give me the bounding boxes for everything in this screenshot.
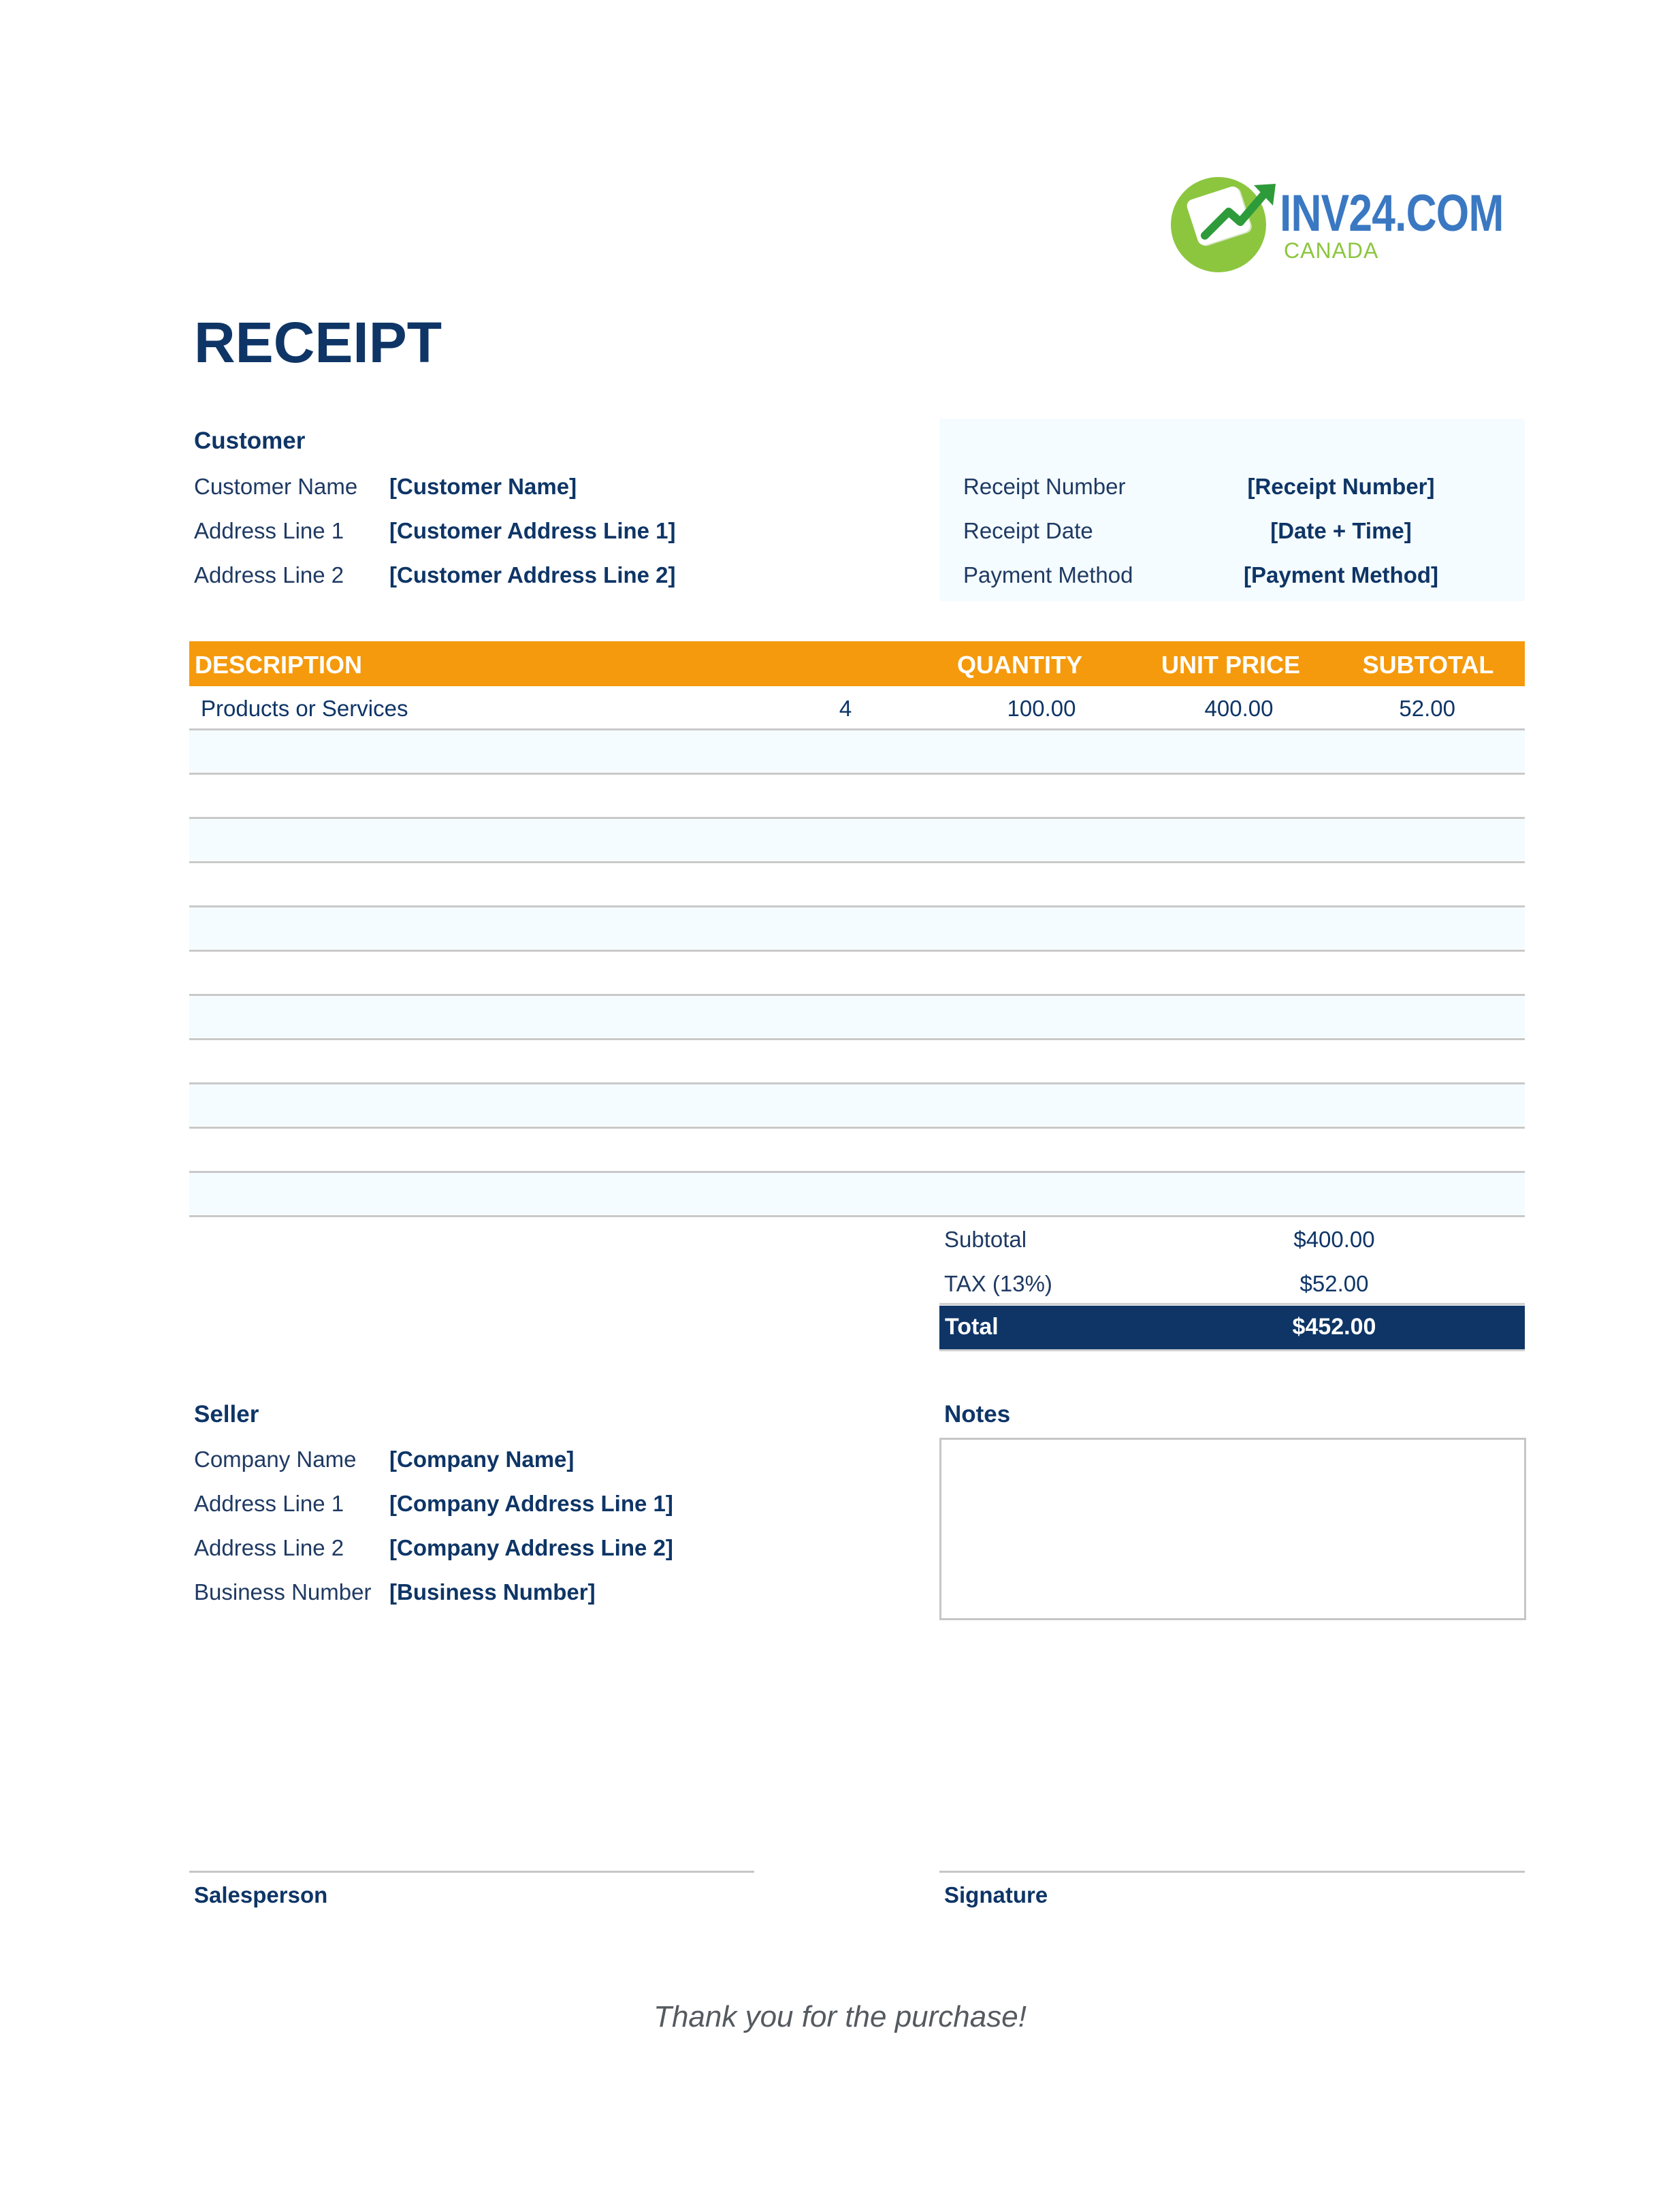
total-label: Total xyxy=(945,1314,999,1340)
signature-label: Signature xyxy=(944,1882,1048,1907)
company-name-label: Company Name xyxy=(194,1447,357,1472)
item-description: Products or Services xyxy=(201,696,408,721)
payment-method-label: Payment Method xyxy=(963,562,1133,587)
table-divider xyxy=(189,773,1525,775)
customer-name-value: [Customer Name] xyxy=(389,474,577,499)
totals-divider xyxy=(939,1349,1525,1351)
col-description: DESCRIPTION xyxy=(195,651,363,679)
table-divider xyxy=(189,994,1525,996)
table-row xyxy=(189,907,1525,949)
table-divider xyxy=(189,950,1525,952)
receipt-number-label: Receipt Number xyxy=(963,474,1126,499)
item-unit-price: 100.00 xyxy=(1007,696,1076,721)
company-address1-label: Address Line 1 xyxy=(194,1491,344,1516)
logo-arrow-icon xyxy=(1191,174,1280,249)
subtotal-label: Subtotal xyxy=(944,1227,1027,1252)
notes-box[interactable] xyxy=(939,1438,1526,1620)
company-address2-label: Address Line 2 xyxy=(194,1535,344,1560)
receipt-number-value: [Receipt Number] xyxy=(1247,474,1435,499)
table-divider xyxy=(189,1038,1525,1040)
table-row xyxy=(189,730,1525,772)
table-divider xyxy=(189,1127,1525,1129)
table-divider xyxy=(189,1215,1525,1217)
business-number-label: Business Number xyxy=(194,1579,372,1605)
table-divider xyxy=(189,1082,1525,1084)
signature-line xyxy=(939,1871,1525,1873)
col-tax: TAX xyxy=(1585,651,1632,679)
customer-address1-value: [Customer Address Line 1] xyxy=(389,518,676,543)
company-name-value: [Company Name] xyxy=(389,1447,575,1472)
salesperson-line xyxy=(189,1871,754,1873)
business-number-value: [Business Number] xyxy=(389,1579,596,1605)
company-logo xyxy=(1171,170,1504,272)
item-tax: 52.00 xyxy=(1399,696,1455,721)
col-quantity: QUANTITY xyxy=(957,651,1082,679)
notes-heading: Notes xyxy=(944,1401,1011,1428)
item-quantity: 4 xyxy=(839,696,852,721)
payment-method-value: [Payment Method] xyxy=(1243,562,1438,587)
totals-divider xyxy=(939,1303,1525,1305)
customer-address2-label: Address Line 2 xyxy=(194,562,344,587)
items-table-header xyxy=(189,641,1632,686)
customer-address1-label: Address Line 1 xyxy=(194,518,344,543)
subtotal-value: $400.00 xyxy=(1293,1227,1375,1252)
tax-label: TAX (13%) xyxy=(944,1271,1052,1296)
company-address1-value: [Company Address Line 1] xyxy=(389,1491,673,1516)
table-divider xyxy=(189,728,1525,730)
table-divider xyxy=(189,905,1525,907)
customer-address2-value: [Customer Address Line 2] xyxy=(389,562,676,587)
page-title: RECEIPT xyxy=(194,310,442,374)
logo-subtitle: CANADA xyxy=(1284,238,1379,263)
thank-you-message: Thank you for the purchase! xyxy=(653,2000,1027,2033)
table-row xyxy=(189,1172,1525,1214)
item-subtotal: 400.00 xyxy=(1204,696,1274,721)
company-address2-value: [Company Address Line 2] xyxy=(389,1535,673,1560)
table-row xyxy=(189,1084,1525,1126)
tax-value: $52.00 xyxy=(1299,1271,1369,1296)
table-row xyxy=(189,818,1525,860)
customer-heading: Customer xyxy=(194,428,306,454)
receipt-date-value: [Date + Time] xyxy=(1270,518,1412,543)
table-divider xyxy=(189,817,1525,819)
table-row xyxy=(189,995,1525,1037)
col-subtotal: SUBTOTAL xyxy=(1362,651,1494,679)
col-unit-price: UNIT PRICE xyxy=(1161,651,1300,679)
receipt-date-label: Receipt Date xyxy=(963,518,1093,543)
notes-text xyxy=(941,1440,1524,1459)
customer-name-label: Customer Name xyxy=(194,474,358,499)
seller-heading: Seller xyxy=(194,1401,259,1428)
total-value: $452.00 xyxy=(1292,1314,1376,1340)
total-bar xyxy=(939,1306,1525,1349)
salesperson-label: Salesperson xyxy=(194,1882,328,1907)
logo-name: INV24.COM xyxy=(1280,184,1504,242)
table-divider xyxy=(189,1171,1525,1173)
table-divider xyxy=(189,861,1525,863)
